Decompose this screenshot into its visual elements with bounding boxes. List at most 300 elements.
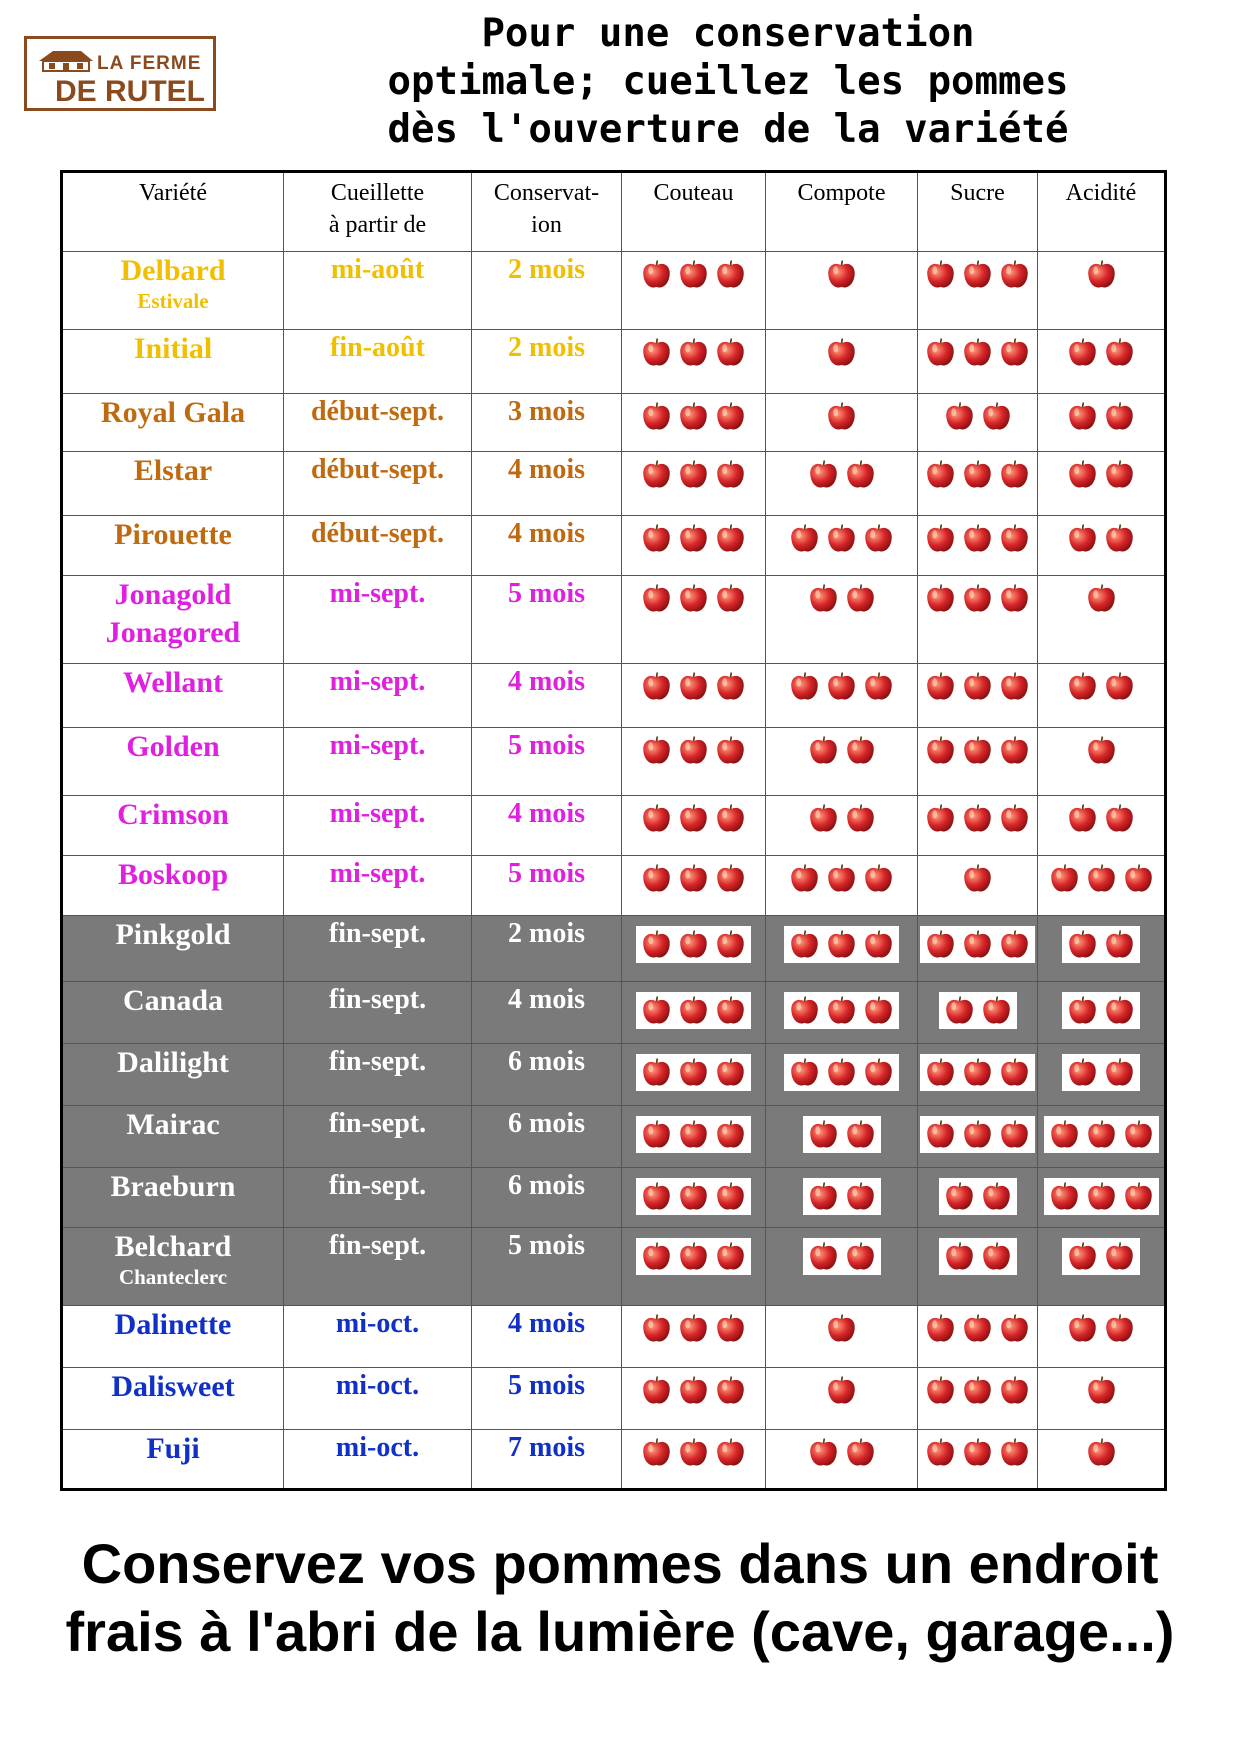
sucre-rating: [918, 394, 1037, 433]
compote-rating-cell: [766, 576, 918, 664]
couteau-rating-cell: [622, 664, 766, 728]
apple-icon: [961, 1118, 994, 1151]
apple-icon: [924, 670, 957, 703]
apple-icon: [677, 1312, 710, 1345]
header-storage: [472, 172, 622, 252]
sucre-rating-cell: [918, 394, 1038, 452]
compote-rating: [766, 856, 917, 895]
apple-icon: [844, 1240, 877, 1273]
apple-icon: [998, 1374, 1031, 1407]
couteau-rating: [622, 1368, 765, 1407]
harvest-cell: mi-oct.: [284, 1368, 472, 1430]
harvest-cell: début-sept.: [284, 452, 472, 516]
apple-icon: [714, 802, 747, 835]
harvest-cell: mi-sept.: [284, 856, 472, 916]
apple-icon: [1103, 928, 1136, 961]
sucre-rating: [918, 1430, 1037, 1469]
couteau-rating: [636, 1178, 751, 1215]
sucre-rating: [918, 728, 1037, 767]
variety-name: Dalinette: [114, 1308, 232, 1341]
sucre-rating: [918, 330, 1037, 369]
sucre-rating: [939, 1238, 1017, 1275]
couteau-rating: [622, 728, 765, 767]
acidite-rating: [1038, 516, 1164, 555]
apple-icon: [714, 1312, 747, 1345]
storage-cell: 6 mois: [472, 1044, 622, 1106]
apple-icon: [640, 336, 673, 369]
variety-name: Pinkgold: [115, 918, 231, 951]
apple-icon: [677, 1056, 710, 1089]
apple-icon: [1085, 1180, 1118, 1213]
storage-cell: 5 mois: [472, 856, 622, 916]
apple-icon: [714, 336, 747, 369]
harvest-cell: fin-sept.: [284, 1044, 472, 1106]
apple-icon: [1048, 862, 1081, 895]
storage-cell: 6 mois: [472, 1106, 622, 1168]
apple-icon: [677, 1436, 710, 1469]
apple-icon: [1103, 336, 1136, 369]
storage-cell: 2 mois: [472, 330, 622, 394]
couteau-rating-cell: [622, 856, 766, 916]
compote-rating-cell: [766, 982, 918, 1044]
harvest-cell: fin-sept.: [284, 916, 472, 982]
apple-icon: [807, 458, 840, 491]
apple-icon: [640, 1180, 673, 1213]
acidite-rating-cell: [1038, 1306, 1166, 1368]
sucre-rating: [918, 1306, 1037, 1345]
variety-cell: [62, 1228, 284, 1306]
storage-cell: 2 mois: [472, 916, 622, 982]
acidite-rating-cell: [1038, 916, 1166, 982]
header-compote: Compote: [766, 172, 918, 252]
apple-icon: [825, 862, 858, 895]
header-harvest-line2: à partir de: [328, 212, 427, 238]
couteau-rating: [622, 576, 765, 615]
acidite-rating: [1038, 452, 1164, 491]
sucre-rating-cell: [918, 516, 1038, 576]
table-row: [62, 252, 1166, 330]
acidite-rating: [1038, 728, 1164, 767]
variety-name: Braeburn: [110, 1170, 236, 1203]
header-sucre: Sucre: [918, 172, 1038, 252]
variety-name: Golden: [126, 730, 220, 763]
apple-icon: [844, 1436, 877, 1469]
apple-icon: [677, 458, 710, 491]
acidite-rating-cell: [1038, 1044, 1166, 1106]
apple-icon: [961, 734, 994, 767]
couteau-rating: [622, 394, 765, 433]
apple-icon: [924, 928, 957, 961]
apple-icon: [961, 670, 994, 703]
apple-icon: [677, 670, 710, 703]
apple-icon: [1103, 1240, 1136, 1273]
compote-rating: [784, 1054, 899, 1091]
apple-icon: [640, 1312, 673, 1345]
header-harvest: [284, 172, 472, 252]
harvest-cell: fin-sept.: [284, 1168, 472, 1228]
table-row: [62, 728, 1166, 796]
apple-icon: [998, 258, 1031, 291]
apple-icon: [844, 802, 877, 835]
title-line3: dès l'ouverture de la variété: [387, 107, 1069, 152]
sucre-rating: [920, 1054, 1035, 1091]
apple-icon: [714, 862, 747, 895]
apple-icon: [1103, 522, 1136, 555]
apple-icon: [961, 1374, 994, 1407]
apple-icon: [1103, 1056, 1136, 1089]
storage-cell: 4 mois: [472, 1306, 622, 1368]
apple-icon: [714, 582, 747, 615]
farm-logo: [24, 36, 216, 111]
variety-cell: [62, 982, 284, 1044]
apple-icon: [961, 802, 994, 835]
variety-name: Dalilight: [117, 1046, 229, 1079]
couteau-rating: [636, 1238, 751, 1275]
apple-icon: [862, 994, 895, 1027]
apple-icon: [1085, 1436, 1118, 1469]
apple-icon: [825, 1056, 858, 1089]
couteau-rating: [622, 796, 765, 835]
sucre-rating: [918, 576, 1037, 615]
variety-cell: [62, 796, 284, 856]
storage-cell: 7 mois: [472, 1430, 622, 1490]
sucre-rating-cell: [918, 1228, 1038, 1306]
farmhouse-icon: [37, 49, 95, 73]
apple-icon: [1066, 802, 1099, 835]
apple-icon: [862, 928, 895, 961]
sucre-rating-cell: [918, 576, 1038, 664]
sucre-rating-cell: [918, 796, 1038, 856]
acidite-rating: [1038, 252, 1164, 291]
variety-name: Dalisweet: [111, 1370, 235, 1403]
apple-icon: [924, 258, 957, 291]
acidite-rating: [1044, 1116, 1159, 1153]
harvest-cell: fin-sept.: [284, 982, 472, 1044]
apple-icon: [714, 1374, 747, 1407]
couteau-rating: [622, 252, 765, 291]
apple-icon: [1103, 400, 1136, 433]
compote-rating: [766, 728, 917, 767]
acidite-rating-cell: [1038, 1228, 1166, 1306]
apple-icon: [640, 994, 673, 1027]
couteau-rating-cell: [622, 576, 766, 664]
couteau-rating-cell: [622, 330, 766, 394]
apple-icon: [998, 1118, 1031, 1151]
acidite-rating-cell: [1038, 1430, 1166, 1490]
header-acidite: Acidité: [1038, 172, 1166, 252]
apple-icon: [825, 336, 858, 369]
sucre-rating: [918, 452, 1037, 491]
variety-name: Wellant: [122, 666, 223, 699]
sucre-rating: [939, 992, 1017, 1029]
couteau-rating: [636, 1116, 751, 1153]
compote-rating-cell: [766, 1306, 918, 1368]
couteau-rating: [622, 664, 765, 703]
acidite-rating: [1038, 576, 1164, 615]
apple-icon: [1103, 1312, 1136, 1345]
apple-icon: [788, 994, 821, 1027]
apple-icon: [1085, 862, 1118, 895]
apple-icon: [677, 258, 710, 291]
variety-cell: [62, 1430, 284, 1490]
variety-subname: Estivale: [137, 289, 209, 313]
compote-rating: [766, 452, 917, 491]
title-line2: optimale; cueillez les pommes: [387, 59, 1069, 104]
apple-icon: [825, 1374, 858, 1407]
harvest-cell: mi-sept.: [284, 796, 472, 856]
apple-icon: [844, 582, 877, 615]
variety-name: Canada: [122, 984, 224, 1017]
sucre-rating: [918, 664, 1037, 703]
acidite-rating-cell: [1038, 1106, 1166, 1168]
apple-icon: [788, 928, 821, 961]
apple-icon: [1103, 994, 1136, 1027]
compote-rating-cell: [766, 856, 918, 916]
sucre-rating-cell: [918, 1106, 1038, 1168]
couteau-rating: [622, 1430, 765, 1469]
apple-icon: [714, 734, 747, 767]
apple-icon: [961, 458, 994, 491]
apple-icon: [924, 1374, 957, 1407]
apple-icon: [1122, 862, 1155, 895]
apple-icon: [1066, 928, 1099, 961]
variety-cell: [62, 394, 284, 452]
apple-icon: [1122, 1118, 1155, 1151]
acidite-rating-cell: [1038, 516, 1166, 576]
sucre-rating: [918, 252, 1037, 291]
apple-icon: [677, 1180, 710, 1213]
apple-icon: [924, 336, 957, 369]
compote-rating-cell: [766, 728, 918, 796]
compote-rating: [766, 252, 917, 291]
apple-icon: [677, 522, 710, 555]
apple-icon: [862, 862, 895, 895]
couteau-rating-cell: [622, 1430, 766, 1490]
apple-icon: [998, 802, 1031, 835]
apple-icon: [998, 522, 1031, 555]
couteau-rating-cell: [622, 916, 766, 982]
apple-icon: [998, 582, 1031, 615]
compote-rating: [766, 330, 917, 369]
apple-icon: [788, 862, 821, 895]
variety-subname: Chanteclerc: [118, 1265, 228, 1289]
table-row: [62, 330, 1166, 394]
sucre-rating-cell: [918, 1306, 1038, 1368]
sucre-rating-cell: [918, 664, 1038, 728]
apple-icon: [807, 734, 840, 767]
table-row: [62, 394, 1166, 452]
variety-cell: [62, 856, 284, 916]
apple-icon: [714, 522, 747, 555]
apple-icon: [714, 670, 747, 703]
apple-icon: [714, 258, 747, 291]
acidite-rating-cell: [1038, 796, 1166, 856]
couteau-rating: [622, 330, 765, 369]
acidite-rating-cell: [1038, 252, 1166, 330]
couteau-rating: [622, 856, 765, 895]
acidite-rating-cell: [1038, 982, 1166, 1044]
apple-icon: [788, 1056, 821, 1089]
storage-cell: 3 mois: [472, 394, 622, 452]
couteau-rating-cell: [622, 1228, 766, 1306]
apple-icon: [924, 1436, 957, 1469]
variety-name: Delbard: [120, 254, 226, 287]
acidite-rating: [1038, 856, 1164, 895]
apple-icon: [714, 400, 747, 433]
compote-rating: [803, 1238, 881, 1275]
header-storage-line1: Conservat-: [493, 180, 600, 206]
table-row: [62, 576, 1166, 664]
apple-icon: [1066, 1312, 1099, 1345]
apple-icon: [1103, 458, 1136, 491]
storage-advice: [40, 1530, 1200, 1666]
acidite-rating-cell: [1038, 394, 1166, 452]
apple-icon: [714, 928, 747, 961]
apple-icon: [1122, 1180, 1155, 1213]
couteau-rating: [636, 1054, 751, 1091]
title-line1: Pour une conservation: [481, 11, 975, 56]
couteau-rating-cell: [622, 516, 766, 576]
compote-rating: [766, 664, 917, 703]
harvest-cell: fin-sept.: [284, 1106, 472, 1168]
apple-icon: [961, 1436, 994, 1469]
storage-cell: 5 mois: [472, 1228, 622, 1306]
variety-cell: [62, 1106, 284, 1168]
apple-icon: [980, 994, 1013, 1027]
sucre-rating-cell: [918, 856, 1038, 916]
variety-name: Belchard: [114, 1230, 232, 1263]
header-couteau: Couteau: [622, 172, 766, 252]
apple-icon: [807, 1240, 840, 1273]
variety-cell: [62, 916, 284, 982]
couteau-rating-cell: [622, 1044, 766, 1106]
apple-icon: [844, 734, 877, 767]
compote-rating: [766, 516, 917, 555]
apple-icon: [862, 522, 895, 555]
apple-icon: [788, 522, 821, 555]
table-row: [62, 1430, 1166, 1490]
variety-cell: [62, 664, 284, 728]
table-row: [62, 452, 1166, 516]
table-row: [62, 856, 1166, 916]
acidite-rating-cell: [1038, 1368, 1166, 1430]
couteau-rating-cell: [622, 982, 766, 1044]
apple-icon: [961, 336, 994, 369]
compote-rating: [766, 1368, 917, 1407]
apple-icon: [640, 522, 673, 555]
header-harvest-line1: Cueillette: [330, 180, 425, 206]
apple-icon: [998, 928, 1031, 961]
compote-rating-cell: [766, 796, 918, 856]
compote-rating: [766, 796, 917, 835]
variety-cell: [62, 1306, 284, 1368]
acidite-rating-cell: [1038, 576, 1166, 664]
apple-icon: [807, 1180, 840, 1213]
sucre-rating-cell: [918, 252, 1038, 330]
apple-icon: [1066, 994, 1099, 1027]
compote-rating: [766, 394, 917, 433]
apple-icon: [980, 1240, 1013, 1273]
apple-icon: [1085, 734, 1118, 767]
acidite-rating-cell: [1038, 1168, 1166, 1228]
sucre-rating: [939, 1178, 1017, 1215]
acidite-rating: [1062, 1054, 1140, 1091]
apple-icon: [640, 1056, 673, 1089]
apple-icon: [677, 1118, 710, 1151]
apple-icon: [640, 582, 673, 615]
storage-cell: 6 mois: [472, 1168, 622, 1228]
apple-varieties-table: [60, 170, 1167, 1491]
harvest-cell: fin-sept.: [284, 1228, 472, 1306]
apple-icon: [640, 802, 673, 835]
apple-icon: [1048, 1118, 1081, 1151]
apple-icon: [862, 670, 895, 703]
apple-icon: [640, 258, 673, 291]
storage-cell: 5 mois: [472, 728, 622, 796]
sucre-rating-cell: [918, 452, 1038, 516]
page-title: [228, 10, 1228, 154]
apple-icon: [825, 670, 858, 703]
apple-icon: [1066, 400, 1099, 433]
acidite-rating-cell: [1038, 856, 1166, 916]
apple-icon: [807, 582, 840, 615]
logo-line1: LA FERME: [97, 53, 202, 74]
apple-icon: [844, 458, 877, 491]
apple-icon: [1085, 582, 1118, 615]
table-row: [62, 796, 1166, 856]
apple-icon: [825, 258, 858, 291]
apple-icon: [677, 928, 710, 961]
apple-icon: [825, 928, 858, 961]
couteau-rating-cell: [622, 252, 766, 330]
table-row: [62, 982, 1166, 1044]
variety-name: Royal Gala: [100, 396, 246, 429]
apple-icon: [998, 1056, 1031, 1089]
apple-icon: [998, 458, 1031, 491]
apple-icon: [1066, 458, 1099, 491]
logo-line2: DE RUTEL: [55, 75, 205, 108]
apple-icon: [714, 1056, 747, 1089]
apple-icon: [844, 1118, 877, 1151]
variety-cell: [62, 1168, 284, 1228]
sucre-rating: [920, 1116, 1035, 1153]
apple-icon: [998, 336, 1031, 369]
sucre-rating-cell: [918, 1368, 1038, 1430]
apple-icon: [640, 734, 673, 767]
apple-icon: [807, 802, 840, 835]
harvest-cell: mi-oct.: [284, 1430, 472, 1490]
acidite-rating-cell: [1038, 664, 1166, 728]
apple-icon: [980, 1180, 1013, 1213]
couteau-rating-cell: [622, 1168, 766, 1228]
compote-rating-cell: [766, 1168, 918, 1228]
compote-rating-cell: [766, 330, 918, 394]
apple-icon: [677, 582, 710, 615]
sucre-rating-cell: [918, 1044, 1038, 1106]
apple-icon: [677, 862, 710, 895]
table-row: [62, 1106, 1166, 1168]
apple-icon: [640, 1240, 673, 1273]
sucre-rating-cell: [918, 982, 1038, 1044]
storage-cell: 4 mois: [472, 796, 622, 856]
table-row: [62, 1168, 1166, 1228]
apple-icon: [961, 1056, 994, 1089]
harvest-cell: mi-sept.: [284, 576, 472, 664]
acidite-rating: [1038, 664, 1164, 703]
apple-icon: [677, 336, 710, 369]
apple-icon: [943, 1180, 976, 1213]
compote-rating: [803, 1178, 881, 1215]
